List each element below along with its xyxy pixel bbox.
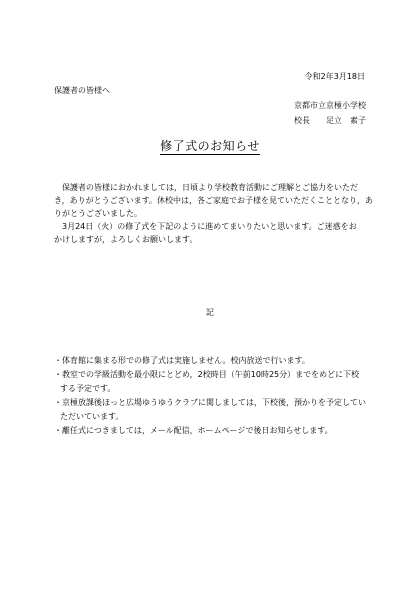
note-line: ・京極放課後ほっと広場ゆうゆうクラブに関しましては，下校後，預かりを予定してい xyxy=(54,398,366,407)
recipient-line: 保護者の皆様へ xyxy=(54,86,110,95)
note-line: ・体育館に集まる形での修了式は実施しません。校内放送で行います。 xyxy=(54,356,310,365)
notes-list xyxy=(54,354,374,438)
note-line: ・離任式につきましては，メール配信，ホームページで後日お知らせします。 xyxy=(54,426,333,435)
document-title-text: 修了式のお知らせ xyxy=(160,139,260,153)
ki-heading: 記 xyxy=(206,308,214,317)
body-line: りがとうございました。 xyxy=(54,209,142,218)
document-title xyxy=(0,139,420,153)
note-line: ただいています。 xyxy=(60,412,124,421)
body-line: 3月24日（火）の修了式を下記のように進めてまいりたいと思います。ご迷惑をお xyxy=(54,222,357,231)
sender-school: 京都市立京極小学校 xyxy=(294,101,366,110)
body-text xyxy=(54,181,374,246)
note-line: する予定です。 xyxy=(60,384,116,393)
body-line: かけしますが，よろしくお願いします。 xyxy=(54,235,198,244)
note-line: ・教室での学級活動を最小限にとどめ，2校時目（午前10時25分）までをめどに下校 xyxy=(54,370,360,379)
body-line: 保護者の皆様におかれましては，日頃より学校教育活動にご理解とご協力をいただ xyxy=(54,183,358,192)
issue-date: 令和2年3月18日 xyxy=(304,72,365,81)
body-line: き，ありがとうございます。休校中は，各ご家庭でお子様を見ていただくこととなり，あ xyxy=(54,196,374,205)
sender-principal: 校長 足立 素子 xyxy=(294,116,366,125)
